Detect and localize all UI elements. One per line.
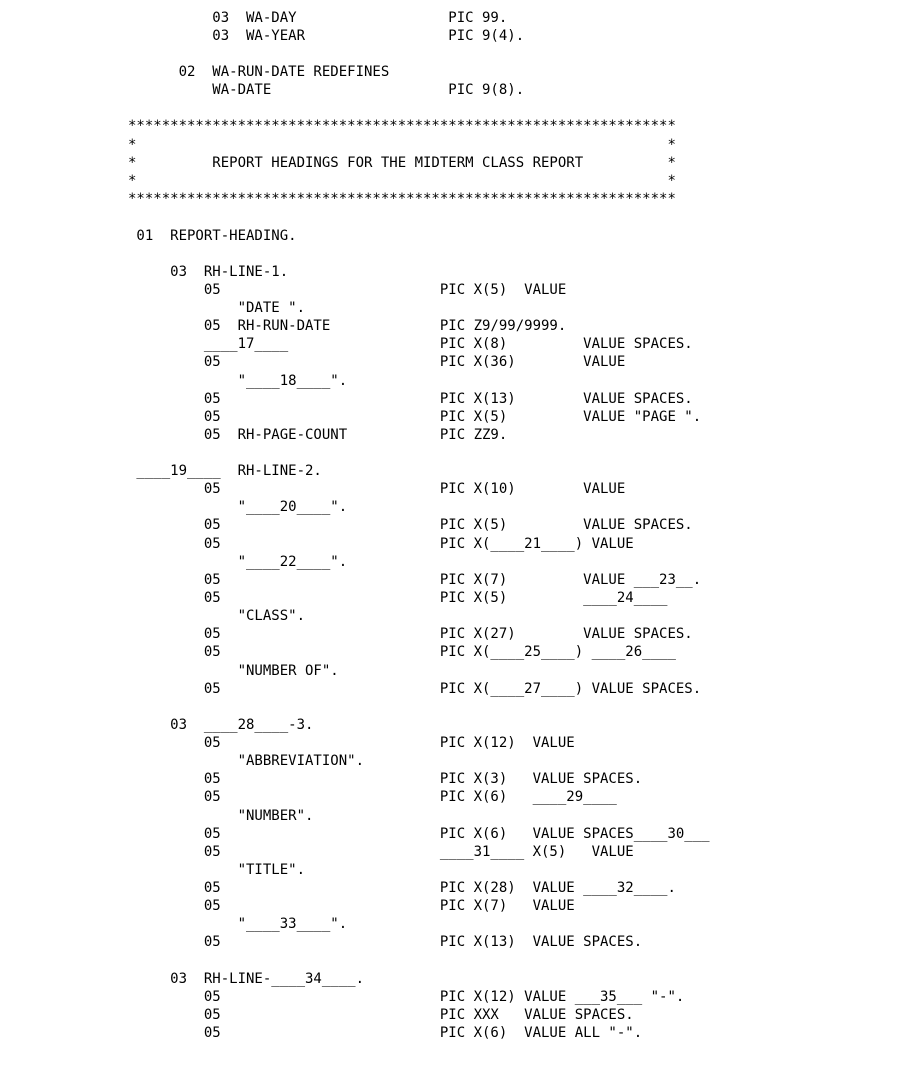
code-line: ____19____ RH-LINE-2. xyxy=(128,463,322,479)
comment-line: * * xyxy=(128,173,676,189)
code-line: 05 PIC X(5) VALUE SPACES. xyxy=(128,517,693,533)
comment-border: ***************************************************************** xyxy=(128,191,676,207)
code-line: "____18____". xyxy=(128,373,348,389)
code-line: "____33____". xyxy=(128,916,348,932)
code-line: "DATE ". xyxy=(128,300,306,316)
code-line: 05 PIC X(5) VALUE xyxy=(128,282,567,298)
code-line: "NUMBER". xyxy=(128,808,314,824)
code-line: 02 WA-RUN-DATE REDEFINES xyxy=(128,64,390,80)
code-line: 03 WA-DAY PIC 99. xyxy=(128,10,508,26)
code-line: 05 PIC X(13) VALUE SPACES. xyxy=(128,934,643,950)
code-line: 03 RH-LINE-1. xyxy=(128,264,289,280)
comment-line: * * xyxy=(128,137,676,153)
code-line: "____20____". xyxy=(128,499,348,515)
code-line: 03 ____28____-3. xyxy=(128,717,314,733)
code-line: 03 WA-YEAR PIC 9(4). xyxy=(128,28,525,44)
code-line: "CLASS". xyxy=(128,608,306,624)
code-line: 05 PIC X(7) VALUE xyxy=(128,898,575,914)
code-line: 05 PIC X(3) VALUE SPACES. xyxy=(128,771,643,787)
code-line: "TITLE". xyxy=(128,862,306,878)
code-line: WA-DATE PIC 9(8). xyxy=(128,82,525,98)
code-line: 05 PIC X(12) VALUE xyxy=(128,735,575,751)
code-line: ____17____ PIC X(8) VALUE SPACES. xyxy=(128,336,693,352)
code-line: 05 RH-PAGE-COUNT PIC ZZ9. xyxy=(128,427,508,443)
code-line: 05 PIC X(6) ____29____ xyxy=(128,789,617,805)
code-line: 05 PIC X(____25____) ____26____ xyxy=(128,644,676,660)
code-line: 05 ____31____ X(5) VALUE xyxy=(128,844,634,860)
code-line: "NUMBER OF". xyxy=(128,663,339,679)
code-line: 05 PIC X(28) VALUE ____32____. xyxy=(128,880,676,896)
code-line: 05 PIC X(36) VALUE xyxy=(128,354,626,370)
code-line: 05 PIC X(5) VALUE "PAGE ". xyxy=(128,409,702,425)
code-line: 01 REPORT-HEADING. xyxy=(128,228,297,244)
code-line: "ABBREVIATION". xyxy=(128,753,365,769)
code-line: 05 PIC X(____27____) VALUE SPACES. xyxy=(128,681,702,697)
code-line: 05 PIC X(12) VALUE ___35___ "-". xyxy=(128,989,685,1005)
code-line: 05 PIC X(____21____) VALUE xyxy=(128,536,634,552)
comment-border: ***************************************************************** xyxy=(128,118,676,134)
code-line: 05 PIC X(10) VALUE xyxy=(128,481,626,497)
code-line: "____22____". xyxy=(128,554,348,570)
code-line: 05 PIC X(5) ____24____ xyxy=(128,590,668,606)
code-line: 05 PIC X(6) VALUE ALL "-". xyxy=(128,1025,643,1041)
code-line: 05 PIC X(7) VALUE ___23__. xyxy=(128,572,702,588)
code-line: 05 PIC XXX VALUE SPACES. xyxy=(128,1007,634,1023)
code-line: 05 RH-RUN-DATE PIC Z9/99/9999. xyxy=(128,318,567,334)
section-comment: * REPORT HEADINGS FOR THE MIDTERM CLASS REPORT * xyxy=(128,155,676,171)
code-line: 05 PIC X(13) VALUE SPACES. xyxy=(128,391,693,407)
code-line: 05 PIC X(27) VALUE SPACES. xyxy=(128,626,693,642)
code-line: 05 PIC X(6) VALUE SPACES____30___ xyxy=(128,826,710,842)
code-line: 03 RH-LINE-____34____. xyxy=(128,971,365,987)
